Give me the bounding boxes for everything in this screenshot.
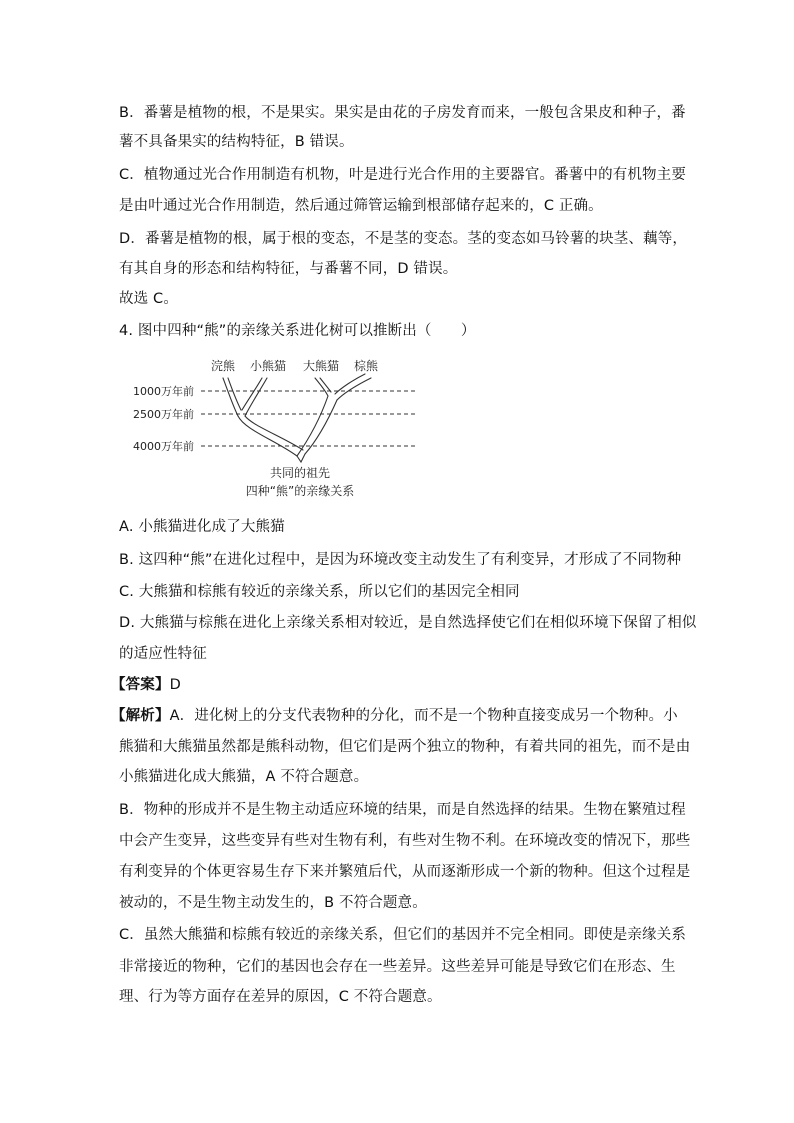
option-d-line2: 的适应性特征 bbox=[119, 646, 207, 662]
analysis-b-line3: 有利变异的个体更容易生存下来并繁殖后代，从而逐渐形成一个新的物种。但这个过程是 bbox=[119, 864, 691, 880]
time-label: 2500万年前 bbox=[133, 408, 194, 421]
analysis-a-line2: 熊猫和大熊猫虽然都是熊科动物，但它们是两个独立的物种，有着共同的祖先，而不是由 bbox=[119, 739, 691, 755]
branch-red-panda bbox=[245, 378, 267, 416]
option-d-line1: D. 大熊猫与棕熊在进化上亲缘关系相对较近，是自然选择使它们在相似环境下保留了相似 bbox=[119, 615, 697, 631]
evolution-tree-figure bbox=[125, 350, 425, 500]
answer-label: 【答案】 bbox=[111, 677, 170, 693]
question-stem: 4. 图中四种“熊”的亲缘关系进化树可以推断出（ ） bbox=[119, 323, 476, 339]
prev-analysis-b-line1: B．番薯是植物的根，不是果实。果实是由花的子房发育而来，一般包含果皮和种子，番 bbox=[119, 105, 686, 121]
option-c: C. 大熊猫和棕熊有较近的亲缘关系，所以它们的基因完全相同 bbox=[119, 584, 520, 600]
branch-lower-left bbox=[238, 416, 297, 456]
analysis-b-line4: 被动的，不是生物主动发生的，B 不符合题意。 bbox=[119, 895, 427, 911]
branch-lower-left-inner bbox=[245, 416, 303, 450]
species-label: 浣熊 bbox=[211, 359, 236, 373]
answer-line bbox=[111, 675, 181, 695]
prev-analysis-c-line1: C．植物通过光合作用制造有机物，叶是进行光合作用的主要器官。番薯中的有机物主要 bbox=[119, 167, 686, 183]
analysis-b-line2: 中会产生变异，这些变异有些对生物有利，有些对生物不利。在环境改变的情况下，那些 bbox=[119, 833, 691, 849]
prev-conclusion: 故选 C。 bbox=[119, 291, 178, 307]
prev-analysis-d-line1: D．番薯是植物的根，属于根的变态，不是茎的变态。茎的变态如马铃薯的块茎、藕等， bbox=[119, 231, 688, 247]
answer-value: D bbox=[169, 677, 181, 693]
branch-red-panda-inner bbox=[242, 378, 262, 410]
analysis-text: A．进化树上的分支代表物种的分化，而不是一个物种直接变成另一个物种。小 bbox=[169, 708, 678, 724]
analysis-a-line3: 小熊猫进化成大熊猫，A 不符合题意。 bbox=[119, 769, 369, 785]
species-label: 大熊猫 bbox=[303, 359, 340, 373]
species-label: 小熊猫 bbox=[250, 359, 287, 373]
species-label: 棕熊 bbox=[354, 359, 379, 373]
branch-raccoon-inner bbox=[228, 378, 241, 410]
analysis-c-line3: 理、行为等方面存在差异的原因，C 不符合题意。 bbox=[119, 989, 442, 1005]
prev-analysis-b-line2: 薯不具备果实的结构特征，B 错误。 bbox=[119, 134, 354, 150]
time-label: 1000万年前 bbox=[133, 385, 194, 398]
prev-analysis-c-line2: 是由叶通过光合作用制造，然后通过筛管运输到根部储存起来的，C 正确。 bbox=[119, 198, 603, 214]
option-b: B. 这四种“熊”在进化过程中，是因为环境改变主动发生了有利变异，才形成了不同物种 bbox=[119, 552, 682, 568]
analysis-b-line1: B．物种的形成并不是生物主动适应环境的结果，而是自然选择的结果。生物在繁殖过程 bbox=[119, 802, 686, 818]
figure-caption: 四种“熊”的亲缘关系 bbox=[245, 484, 355, 498]
analysis-label: 【解析】 bbox=[111, 708, 170, 724]
branch-lower-right bbox=[297, 396, 328, 456]
option-a: A. 小熊猫进化成了大熊猫 bbox=[119, 519, 285, 535]
analysis-c-line1: C．虽然大熊猫和棕熊有较近的亲缘关系，但它们的基因并不完全相同。即使是亲缘关系 bbox=[119, 927, 686, 943]
analysis-c-line2: 非常接近的物种，它们的基因也会存在一些差异。这些差异可能是导致它们在形态、生 bbox=[119, 959, 676, 975]
ancestor-label: 共同的祖先 bbox=[269, 466, 331, 480]
time-label: 4000万年前 bbox=[133, 440, 194, 453]
branch-brown-bear-inner bbox=[337, 378, 371, 400]
analysis-a-line1 bbox=[111, 706, 678, 726]
prev-analysis-d-line2: 有其自身的形态和结构特征，与番薯不同，D 错误。 bbox=[119, 261, 458, 277]
branch-giant-panda-inner bbox=[320, 378, 331, 392]
